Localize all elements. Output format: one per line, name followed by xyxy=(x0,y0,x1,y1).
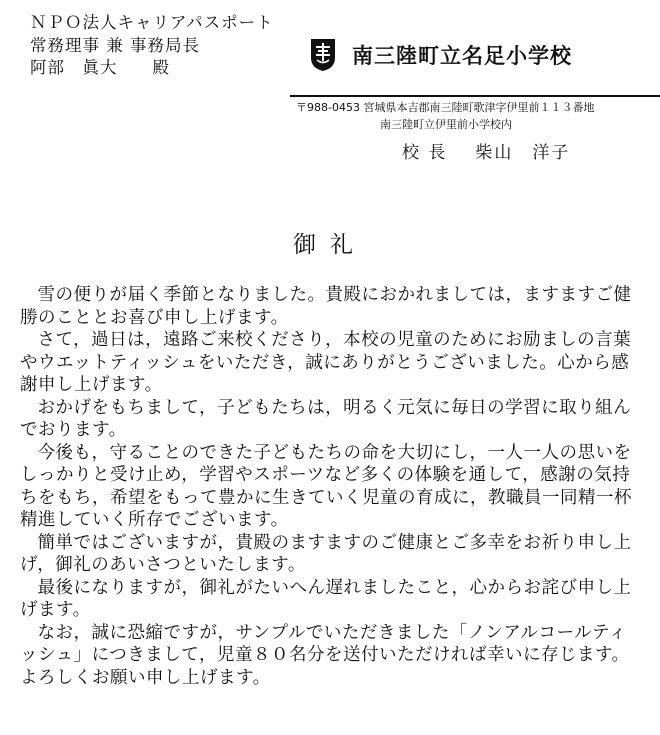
principal-name: 柴山 洋子 xyxy=(475,143,571,163)
principal-title: 校 長 xyxy=(402,143,448,163)
school-name: 南三陸町立名足小学校 xyxy=(352,44,572,68)
recipient-organization: ＮＰＯ法人キャリアパスポート xyxy=(30,13,274,32)
school-address xyxy=(296,99,594,133)
header-rule xyxy=(290,95,660,97)
recipient-role: 常務理事 兼 事務局長 xyxy=(30,35,200,55)
school-emblem-icon xyxy=(310,38,336,72)
paragraph: なお，誠に恐縮ですが，サンプルでいただきました「ノンアルコールティッシュ」につきまして，児童８０名分を送付いただければ幸いに存じます。よろしくお願い申し上げます。 xyxy=(20,622,630,688)
recipient-block xyxy=(30,12,274,80)
paragraph: 簡単ではございますが，貴殿のますますのご健康とご多幸をお祈り申し上げ，御礼のあいさつといたします。 xyxy=(20,532,632,575)
address-line-2: 南三陸町立伊里前小学校内 xyxy=(380,118,512,131)
paragraph: おかげをもちまして，子どもたちは，明るく元気に毎日の学習に取り組んでおります。 xyxy=(20,397,632,440)
document-title: 御礼 xyxy=(293,232,367,258)
paragraph: さて，過日は，遠路ご来校くださり，本校の児童のためにお励ましの言葉やウエットティッシュをいただき，誠にありがとうございました。心から感謝申し上げます。 xyxy=(20,330,632,395)
letter-body xyxy=(20,284,644,689)
paragraph: 雪の便りが届く季節となりました。貴殿におかれましては，ますますご健勝のこととお喜び申し上げます。 xyxy=(20,285,632,328)
paragraph: 今後も，守ることのできた子どもたちの命を大切にし，一人一人の思いをしっかりと受け止め，学習やスポーツなど多くの体験を通して，感謝の気持ちをもち，希望をもって豊かに生きていく児童の育成に，教職員一同精一杯精進していく所存でございます。 xyxy=(20,442,632,530)
address-line-1: 〒988-0453 宮城県本吉郡南三陸町歌津字伊里前１１３番地 xyxy=(296,101,595,114)
principal-signature xyxy=(402,138,598,163)
paragraph: 最後になりますが，御礼がたいへん遅れましたこと，心からお詫び申し上げます。 xyxy=(20,577,632,620)
recipient-name: 阿部 眞大 殿 xyxy=(30,58,170,77)
school-header xyxy=(310,38,572,72)
